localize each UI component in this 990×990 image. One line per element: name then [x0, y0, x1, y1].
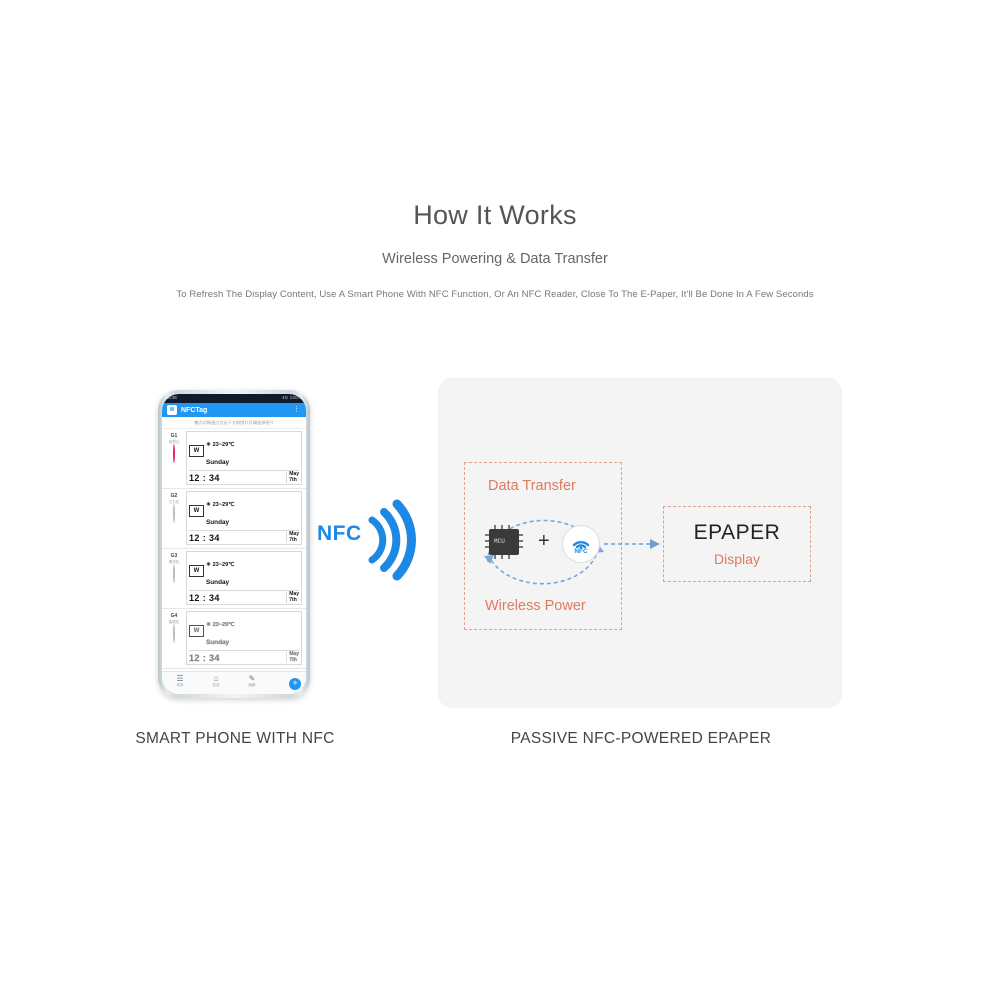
group-radio[interactable] [173, 504, 175, 523]
preview-date [286, 652, 299, 663]
group-label: G1 [170, 433, 178, 439]
list-item[interactable] [162, 489, 306, 549]
epaper-title: EPAPER [693, 521, 781, 544]
app-title: NFCTag [181, 406, 208, 414]
preview-bottom-row [189, 471, 299, 483]
waveshare-logo-icon: W [189, 625, 204, 637]
add-button[interactable]: + [289, 678, 301, 690]
preview-clock: 12 : 34 [189, 652, 220, 663]
epaper-preview[interactable] [186, 611, 302, 665]
group-radio[interactable] [173, 624, 175, 643]
preview-date-day: 7th [289, 596, 297, 603]
group-sublabel: 模块化 [168, 560, 180, 564]
group-label: G4 [170, 613, 178, 619]
tab-edit[interactable] [234, 674, 270, 688]
epaper-preview[interactable] [186, 431, 302, 485]
home-icon: ⌂ [213, 674, 219, 683]
preview-top-row [189, 553, 299, 591]
preview-date-month: May [289, 471, 299, 477]
preview-bottom-row [189, 531, 299, 543]
group-label: G2 [170, 493, 178, 499]
caption-right: PASSIVE NFC-POWERED EPAPER [510, 730, 772, 747]
plus-icon: + [538, 530, 550, 552]
nfc-transfer-indicator [310, 490, 430, 590]
preview-bottom-row [189, 591, 299, 603]
preview-clock: 12 : 34 [189, 592, 220, 603]
group-radio[interactable] [173, 444, 175, 463]
preview-weekday: Sunday [206, 459, 230, 466]
waveshare-logo-icon: W [189, 565, 204, 577]
menu-icon: ☰ [176, 674, 184, 683]
tab-label: 菜单 [176, 683, 184, 687]
group-meta [162, 611, 186, 665]
waveshare-logo-icon: W [189, 505, 204, 517]
preview-date-month: May [289, 591, 299, 597]
group-label: G3 [170, 553, 178, 559]
list-item[interactable] [162, 429, 306, 489]
waveshare-logo-icon: W [189, 445, 204, 457]
tab-label: 首页 [212, 683, 220, 687]
preview-weekday: Sunday [206, 639, 230, 646]
wireless-power-label: Wireless Power [485, 598, 586, 614]
app-logo-icon: W [167, 405, 177, 415]
preview-temperature: ☀ 23~29℃ [206, 562, 235, 568]
notice-text: 模式切换通过点击下方的图片区域选择图片 [162, 417, 306, 429]
epaper-preview[interactable] [186, 551, 302, 605]
group-meta [162, 431, 186, 485]
page-title: How It Works [413, 200, 577, 230]
status-time: 08:36 [166, 395, 177, 400]
caption-left: SMART PHONE WITH NFC [135, 730, 335, 747]
preview-date-day: 7th [289, 476, 297, 483]
page-subtitle: Wireless Powering & Data Transfer [382, 251, 608, 267]
group-meta [162, 551, 186, 605]
nfc-module-icon [562, 525, 600, 563]
arrow-to-epaper-icon [604, 536, 662, 552]
preview-top-row [189, 493, 299, 531]
preview-date [286, 532, 299, 543]
preview-date-month: May [289, 531, 299, 537]
group-radio[interactable] [173, 564, 175, 583]
group-sublabel: 左右化 [168, 500, 180, 504]
group-sublabel: 纯黑白 [168, 440, 180, 444]
epaper-preview[interactable] [186, 491, 302, 545]
chip-body [489, 529, 519, 555]
page-description: To Refresh The Display Content, Use A Smart Phone With NFC Function, Or An NFC Reader, Close To The E-Paper, It'll Be Done In A Few Seconds [176, 289, 814, 300]
phone-body [158, 390, 310, 698]
preview-weekday: Sunday [206, 579, 230, 586]
group-list [162, 429, 306, 669]
group-sublabel: 素描化 [168, 620, 180, 624]
smartphone-illustration [158, 390, 310, 698]
app-bar [162, 403, 306, 417]
preview-clock: 12 : 34 [189, 472, 220, 483]
status-bar [162, 394, 306, 403]
list-item[interactable] [162, 609, 306, 669]
group-meta [162, 491, 186, 545]
overflow-menu-icon[interactable]: ⋮ [293, 406, 300, 413]
preview-temperature: ☀ 23~29℃ [206, 502, 235, 508]
preview-date [286, 472, 299, 483]
tab-menu[interactable] [162, 674, 198, 688]
preview-date-day: 7th [289, 536, 297, 543]
preview-date [286, 592, 299, 603]
epaper-display-box [663, 506, 811, 582]
data-transfer-label: Data Transfer [488, 478, 576, 494]
preview-top-row [189, 433, 299, 471]
nfc-label: NFC [317, 522, 362, 545]
preview-bottom-row [189, 651, 299, 663]
preview-temperature: ☀ 23~29℃ [206, 442, 235, 448]
tab-label: 编辑 [248, 683, 256, 687]
preview-temperature: ☀ 23~29℃ [206, 622, 235, 628]
preview-clock: 12 : 34 [189, 532, 220, 543]
nfc-module-label: NFC [574, 548, 588, 555]
header-block [0, 200, 990, 300]
preview-date-day: 7th [289, 656, 297, 663]
pencil-icon: ✎ [248, 674, 256, 683]
preview-weekday: Sunday [206, 519, 230, 526]
bottom-tab-bar [162, 671, 306, 694]
preview-date-month: May [289, 651, 299, 657]
phone-screen [162, 394, 306, 694]
epaper-subtitle: Display [714, 551, 760, 567]
status-indicators: 4G 100% [281, 395, 302, 400]
list-item[interactable] [162, 549, 306, 609]
chip-label: MCU [494, 538, 505, 545]
tab-home[interactable] [198, 674, 234, 688]
preview-top-row [189, 613, 299, 651]
mcu-chip-icon [485, 525, 523, 559]
